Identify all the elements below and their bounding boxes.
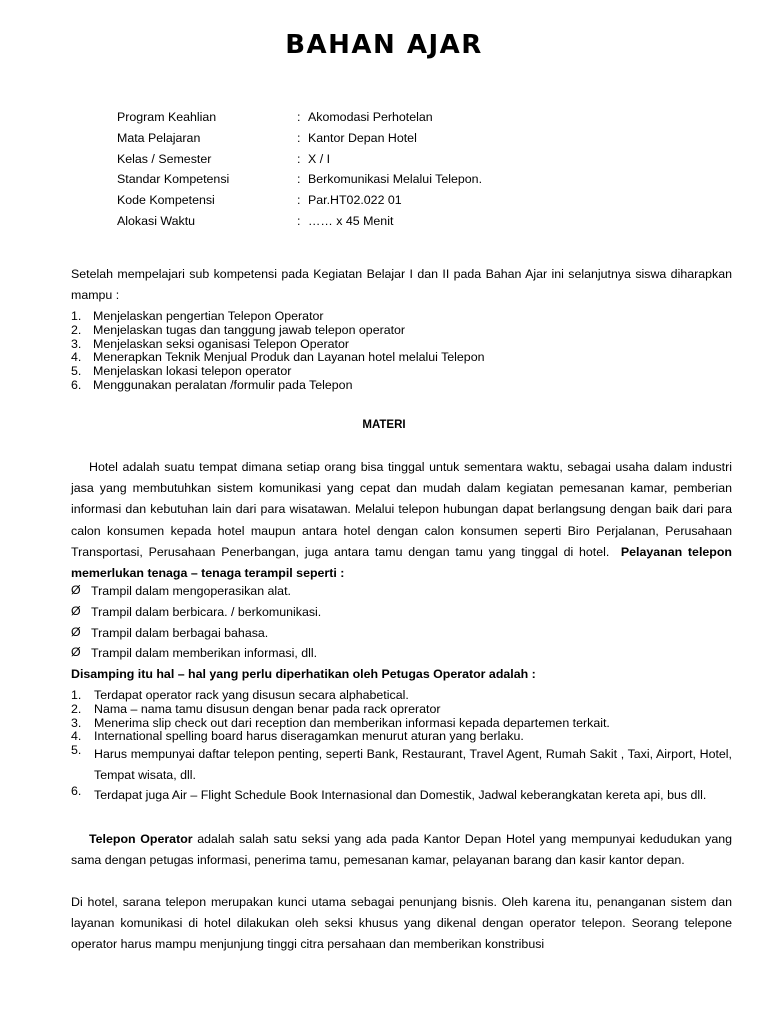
info-value: Berkomunikasi Melalui Telepon. [308, 172, 483, 187]
list-item [71, 379, 732, 393]
list-item-text: Harus mempunyai daftar telepon penting, seperti Bank, Restaurant, Travel Agent, Rumah Sakit , Taxi, Airport, Hotel, Tempat wisata, dll. [94, 747, 732, 782]
list-number: 5. [71, 743, 82, 758]
bullet-arrow-icon: Ø [71, 583, 81, 597]
list-item-text: Trampil dalam mengoperasikan alat. [91, 584, 291, 598]
list-number: 1. [71, 309, 82, 323]
list-number: 6. [71, 377, 82, 392]
info-value: Kantor Depan Hotel [308, 130, 417, 145]
info-separator: : [297, 110, 301, 124]
list-item [71, 602, 321, 623]
list-item [71, 365, 732, 379]
list-number: 3. [71, 715, 82, 730]
list-item-text: Menjelaskan lokasi telepon operator [93, 364, 292, 379]
list-number: 1. [71, 688, 82, 702]
list-number: 4. [71, 350, 82, 365]
telephone-paragraph: Di hotel, sarana telepon merupakan kunci utama sebagai penunjang bisnis. Oleh karena itu, penanganan sistem dan layanan komunikasi di hotel dilakukan oleh seksi khusus yang dikenal dengan operator telepon. Seorang telepone operator harus mampu menjunjung tinggi citra persahaan dan memberikan konstribusi [71, 895, 732, 952]
list-item-text: Trampil dalam berbagai bahasa. [91, 625, 269, 640]
list-item [71, 310, 732, 324]
list-item-text: Nama – nama tamu disusun dengan benar pada rack oprerator [94, 701, 441, 716]
list-number: 6. [71, 784, 82, 799]
list-number: 3. [71, 336, 82, 351]
list-item [71, 643, 321, 664]
info-value: Akomodasi Perhotelan [308, 110, 433, 124]
attention-list [71, 689, 732, 806]
list-item-text: Trampil dalam berbicara. / berkomunikasi. [91, 604, 322, 619]
info-separator: : [297, 130, 301, 145]
info-separator: : [297, 213, 301, 228]
list-item-text: Menjelaskan pengertian Telepon Operator [93, 309, 324, 323]
list-item [71, 785, 732, 806]
bullet-arrow-icon: Ø [71, 624, 81, 639]
objectives-list [71, 310, 732, 393]
list-item [71, 581, 321, 602]
list-item [71, 324, 732, 338]
bullet-arrow-icon: Ø [71, 645, 81, 660]
list-item-text: International spelling board harus diseragamkan menurut aturan yang berlaku. [94, 729, 524, 744]
operator-paragraph-text: adalah salah satu seksi yang ada pada Kantor Depan Hotel yang mempunyai kedudukan yang sama dengan petugas informasi, penerima tamu, pemesanan kamar, pelayanan barang dan kasir kantor depan. [71, 832, 732, 868]
list-item [71, 689, 732, 703]
info-label: Kode Kompetensi [117, 193, 215, 208]
info-label: Program Keahlian [117, 110, 217, 124]
list-item [71, 730, 732, 744]
info-value: X / I [308, 151, 331, 166]
list-item [71, 703, 732, 717]
info-separator: : [297, 172, 301, 187]
list-item-text: Menjelaskan seksi oganisasi Telepon Operator [93, 336, 349, 351]
list-number: 5. [71, 364, 82, 379]
info-separator: : [297, 193, 301, 208]
list-item-text: Menjelaskan tugas dan tanggung jawab telepon operator [93, 322, 406, 337]
hotel-paragraph-text: Hotel adalah suatu tempat dimana setiap orang bisa tinggal untuk sementara waktu, sebagai usaha dalam industri jasa yang membutuhkan sistem komunikasi yang cepat dan mudah dalam kegiatan pemesanan kamar, pemberian informasi dan kebutuhan lain dari para wisatawan. Melalui telepon hubungan dapat berlangsung dengan baik dari para calon konsumen kepada hotel maupun antara hotel dengan calon konsumen seperti Biro Perjalanan, Perusahaan Transportasi, Perusahaan Penerbangan, juga antara tamu dengan tamu yang tinggal di hotel. [71, 460, 732, 559]
info-value: …… x 45 Menit [308, 213, 394, 228]
hotel-paragraph-bold: Pelayanan telepon memerlukan tenaga – tenaga terampil seperti : [71, 544, 732, 581]
list-item-text: Terdapat juga Air – Flight Schedule Book Internasional dan Domestik, Jadwal keberangkatan kereta api, bus dll. [94, 788, 707, 803]
list-item [71, 717, 732, 731]
skills-list [71, 581, 321, 664]
list-item-text: Trampil dalam memberikan informasi, dll. [91, 646, 318, 661]
info-label: Alokasi Waktu [117, 213, 196, 228]
info-label: Standar Kompetensi [117, 172, 230, 187]
info-label: Kelas / Semester [117, 151, 212, 166]
info-label: Mata Pelajaran [117, 130, 201, 145]
intro-paragraph: Setelah mempelajari sub kompetensi pada Kegiatan Belajar I dan II pada Bahan Ajar ini selanjutnya siswa diharapkan mampu : [71, 267, 732, 303]
list-item [71, 338, 732, 352]
list-item [71, 744, 732, 785]
info-separator: : [297, 151, 301, 166]
list-item-text: Menerapkan Teknik Menjual Produk dan Layanan hotel melalui Telepon [93, 350, 485, 365]
list-item [71, 623, 321, 644]
attention-heading: Disamping itu hal – hal yang perlu diperhatikan oleh Petugas Operator adalah : [71, 667, 536, 681]
list-number: 2. [71, 322, 82, 337]
list-item-text: Menggunakan peralatan /formulir pada Telepon [93, 377, 353, 392]
list-item-text: Terdapat operator rack yang disusun secara alphabetical. [94, 688, 409, 702]
info-value: Par.HT02.022 01 [308, 193, 402, 208]
list-number: 4. [71, 729, 82, 744]
bullet-arrow-icon: Ø [71, 603, 81, 618]
operator-paragraph-bold: Telepon Operator [89, 832, 193, 846]
list-item [71, 351, 732, 365]
materi-heading: MATERI [362, 419, 406, 431]
list-item-text: Menerima slip check out dari reception dan memberikan informasi kepada departemen terkait. [94, 715, 610, 730]
document-title: BAHAN AJAR [285, 30, 483, 60]
list-number: 2. [71, 701, 82, 716]
operator-paragraph [71, 829, 732, 871]
hotel-paragraph [71, 457, 732, 584]
